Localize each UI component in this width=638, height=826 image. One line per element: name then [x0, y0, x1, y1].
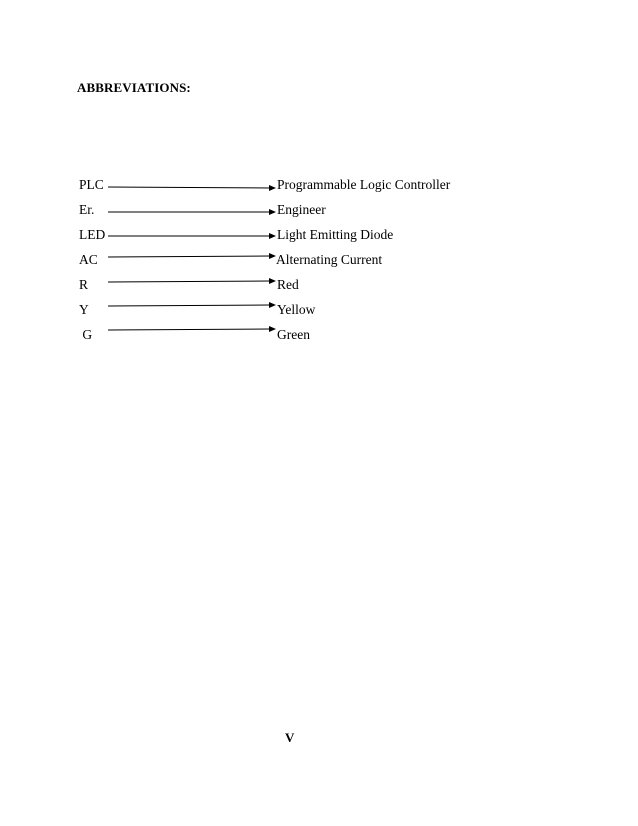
arrow-right-icon: [108, 180, 278, 194]
page-number: V: [285, 730, 295, 745]
abbr-term: AC: [79, 252, 98, 267]
abbr-term: G: [79, 327, 93, 342]
abbr-term: PLC: [79, 177, 104, 192]
arrow-right-icon: [108, 229, 278, 243]
abbr-definition: Green: [277, 327, 310, 342]
abbr-definition: Programmable Logic Controller: [277, 177, 451, 192]
abbr-definition: Yellow: [277, 302, 316, 317]
arrow-right-icon: [108, 205, 278, 219]
abbr-term: LED: [79, 227, 106, 242]
arrow-right-icon: [108, 249, 278, 263]
abbr-definition: Engineer: [277, 202, 326, 217]
abbr-term: Er.: [79, 202, 95, 217]
arrow-right-icon: [108, 322, 278, 336]
page-heading: ABBREVIATIONS:: [77, 80, 191, 95]
abbr-definition: Alternating Current: [276, 252, 383, 267]
abbr-definition: Light Emitting Diode: [277, 227, 394, 242]
arrow-right-icon: [108, 274, 278, 288]
abbr-term: R: [79, 277, 89, 292]
arrow-right-icon: [108, 298, 278, 312]
abbr-definition: Red: [277, 277, 299, 292]
abbr-term: Y: [79, 302, 89, 317]
